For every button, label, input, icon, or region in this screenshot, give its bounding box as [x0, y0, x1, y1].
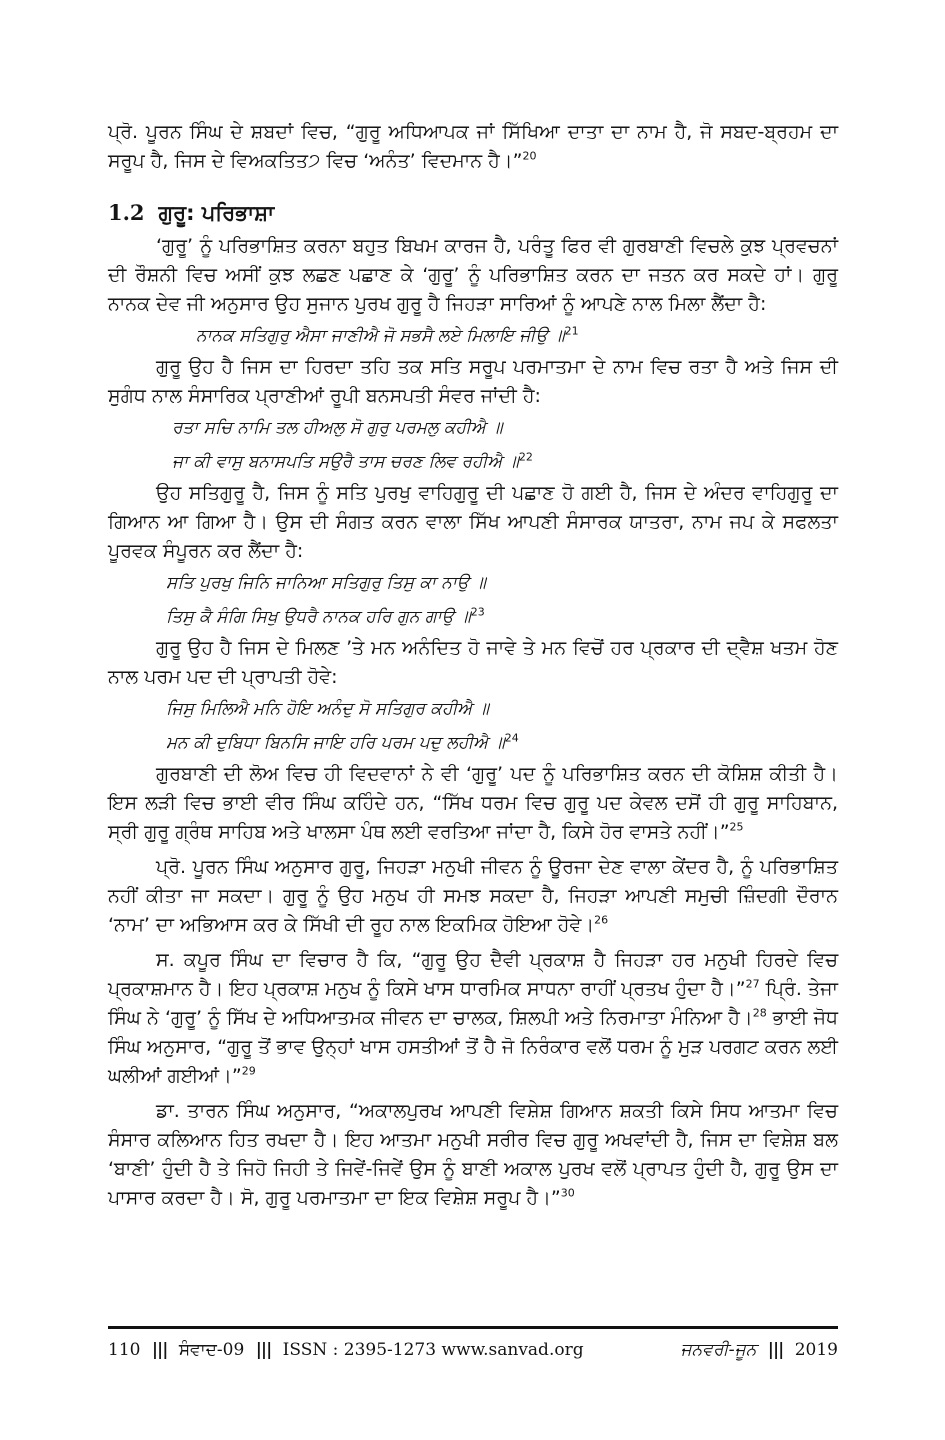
footnote-ref[interactable]: 28: [752, 1006, 767, 1020]
verse-4b: ਮਨ ਕੀ ਦੁਬਿਧਾ ਬਿਨਸਿ ਜਾਇ ਹਰਿ ਪਰਮ ਪਦੁ ਲਹੀਐ ॥$^{24}$: [166, 731, 519, 753]
footnote-ref[interactable]: 21: [564, 324, 579, 338]
page-number: 110: [108, 1340, 141, 1360]
footer-left: [108, 1340, 584, 1360]
paragraph-2: ਗੁਰੂ ਉਹ ਹੈ ਜਿਸ ਦਾ ਹਿਰਦਾ ਤਹਿ ਤਕ ਸਤਿ ਸਰੂਪ ਪਰਮਾਤਮਾ ਦੇ ਨਾਮ ਵਿਚ ਰਤਾ ਹੈ ਅਤੇ ਜਿਸ ਦੀ ਸੁਗੰਧ ਨਾਲ ਸੰਸਾਰਿਕ ਪ੍ਰਾਣੀਆਂ ਰੂਪੀ ਬਨਸਪਤੀ ਸੰਵਰ ਜਾਂਦੀ ਹੈ:: [108, 356, 838, 407]
section-title: ਗੁਰੂ: ਪਰਿਭਾਸ਼ਾ: [158, 201, 275, 225]
journal-name: ਸੰਵਾਦ-09: [178, 1340, 245, 1360]
verse-1: ਨਾਨਕ ਸਤਿਗੁਰੁ ਐਸਾ ਜਾਣੀਐ ਜੋ ਸਭਸੈ ਲਏ ਮਿਲਾਇ ਜੀਉ ॥$^{21}$: [196, 324, 579, 346]
paragraph-7: ਸ. ਕਪੂਰ ਸਿੰਘ ਦਾ ਵਿਚਾਰ ਹੈ ਕਿ, “ਗੁਰੂ ਉਹ ਦੈਵੀ ਪ੍ਰਕਾਸ਼ ਹੈ ਜਿਹੜਾ ਹਰ ਮਨੁਖੀ ਹਿਰਦੇ ਵਿਚ ਪ੍ਰਕਾਸ਼ਮਾਨ ਹੈ। ਇਹ ਪ੍ਰਕਾਸ਼ ਮਨੁਖ ਨੂੰ ਕਿਸੇ ਖਾਸ ਧਾਰਮਿਕ ਸਾਧਨਾ ਰਾਹੀਂ ਪ੍ਰਤਖ ਹੁੰਦਾ ਹੈ।”$^{27}$ ਪ੍ਰਿੰ. ਤੇਜਾ ਸਿੰਘ ਨੇ ‘ਗੁਰੂ’ ਨੂੰ ਸਿੱਖ ਦੇ ਅਧਿਆਤਮਕ ਜੀਵਨ ਦਾ ਚਾਲਕ, ਸ਼ਿਲਪੀ ਅਤੇ ਨਿਰਮਾਤਾ ਮੰਨਿਆ ਹੈ।$^{28}$ ਭਾਈ ਜੋਧ ਸਿੰਘ ਅਨੁਸਾਰ, “ਗੁਰੂ ਤੋਂ ਭਾਵ ਉਨ੍ਹਾਂ ਖਾਸ ਹਸਤੀਆਂ ਤੋਂ ਹੈ ਜੋ ਨਿਰੰਕਾਰ ਵਲੋਂ ਧਰਮ ਨੂੰ ਮੁੜ ਪਰਗਟ ਕਰਨ ਲਈ ਘਲੀਆਂ ਗਈਆਂ।”$^{29}$: [108, 949, 838, 1087]
footnote-ref[interactable]: 27: [745, 977, 760, 991]
separator-icon: |||: [151, 1340, 168, 1360]
issue-months: ਜਨਵਰੀ-ਜੂਨ: [680, 1340, 757, 1360]
separator-icon: |||: [255, 1340, 272, 1360]
verse-3a: ਸਤਿ ਪੁਰਖੁ ਜਿਨਿ ਜਾਨਿਆ ਸਤਿਗੁਰੁ ਤਿਸੁ ਕਾ ਨਾਉ ॥: [166, 573, 486, 593]
footnote-ref[interactable]: 26: [594, 913, 609, 927]
paragraph-8: ਡਾ. ਤਾਰਨ ਸਿੰਘ ਅਨੁਸਾਰ, “ਅਕਾਲਪੁਰਖ ਆਪਣੀ ਵਿਸ਼ੇਸ਼ ਗਿਆਨ ਸ਼ਕਤੀ ਕਿਸੇ ਸਿਧ ਆਤਮਾ ਵਿਚ ਸੰਸਾਰ ਕਲਿਆਨ ਹਿਤ ਰਖਦਾ ਹੈ। ਇਹ ਆਤਮਾ ਮਨੁਖੀ ਸਰੀਰ ਵਿਚ ਗੁਰੂ ਅਖਵਾਂਦੀ ਹੈ, ਜਿਸ ਦਾ ਵਿਸ਼ੇਸ਼ ਬਲ ‘ਬਾਣੀ’ ਹੁੰਦੀ ਹੈ ਤੇ ਜਿਹੋ ਜਿਹੀ ਤੇ ਜਿਵੇਂ-ਜਿਵੇਂ ਉਸ ਨੂੰ ਬਾਣੀ ਅਕਾਲ ਪੁਰਖ ਵਲੋਂ ਪ੍ਰਾਪਤ ਹੁੰਦੀ ਹੈ, ਗੁਰੂ ਉਸ ਦਾ ਪਾਸਾਰ ਕਰਦਾ ਹੈ। ਸੋ, ਗੁਰੂ ਪਰਮਾਤਮਾ ਦਾ ਇਕ ਵਿਸ਼ੇਸ਼ ਸਰੂਪ ਹੈ।”$^{30}$: [108, 1100, 838, 1209]
paragraph-1: ‘ਗੁਰੂ’ ਨੂੰ ਪਰਿਭਾਸ਼ਿਤ ਕਰਨਾ ਬਹੁਤ ਬਿਖਮ ਕਾਰਜ ਹੈ, ਪਰੰਤੂ ਫਿਰ ਵੀ ਗੁਰਬਾਣੀ ਵਿਚਲੇ ਕੁਝ ਪ੍ਰਵਚਨਾਂ ਦੀ ਰੌਸ਼ਨੀ ਵਿਚ ਅਸੀਂ ਕੁਝ ਲਛਣ ਪਛਾਣ ਕੇ ‘ਗੁਰੂ’ ਨੂੰ ਪਰਿਭਾਸ਼ਿਤ ਕਰਨ ਦਾ ਜਤਨ ਕਰ ਸਕਦੇ ਹਾਂ। ਗੁਰੂ ਨਾਨਕ ਦੇਵ ਜੀ ਅਨੁਸਾਰ ਉਹ ਸੁਜਾਨ ਪੁਰਖ ਗੁਰੂ ਹੈ ਜਿਹੜਾ ਸਾਰਿਆਂ ਨੂੰ ਆਪਣੇ ਨਾਲ ਮਿਲਾ ਲੈਂਦਾ ਹੈ:: [108, 235, 838, 315]
verse-4a: ਜਿਸੁ ਮਿਲਿਐ ਮਨਿ ਹੋਇ ਅਨੰਦੁ ਸੋ ਸਤਿਗੁਰ ਕਹੀਐ ॥: [166, 699, 489, 719]
verse-2b: ਜਾ ਕੀ ਵਾਸੁ ਬਨਾਸਪਤਿ ਸਉਰੈ ਤਾਸ ਚਰਣ ਲਿਵ ਰਹੀਐ ॥$^{22}$: [172, 450, 533, 472]
footnote-ref[interactable]: 20: [522, 149, 537, 163]
page-footer: [108, 1336, 838, 1366]
document-page: [108, 0, 838, 1440]
paragraph-4: ਗੁਰੂ ਉਹ ਹੈ ਜਿਸ ਦੇ ਮਿਲਣ ’ਤੇ ਮਨ ਅਨੰਦਿਤ ਹੋ ਜਾਵੇ ਤੇ ਮਨ ਵਿਚੋਂ ਹਰ ਪ੍ਰਕਾਰ ਦੀ ਦ੍ਵੈਸ਼ ਖਤਮ ਹੋਣ ਨਾਲ ਪਰਮ ਪਦ ਦੀ ਪ੍ਰਾਪਤੀ ਹੋਵੇ:: [108, 637, 838, 688]
section-body: [108, 232, 838, 1213]
footer-divider: [108, 1326, 838, 1329]
paragraph-6: ਪ੍ਰੋ. ਪੂਰਨ ਸਿੰਘ ਅਨੁਸਾਰ ਗੁਰੂ, ਜਿਹੜਾ ਮਨੁਖੀ ਜੀਵਨ ਨੂੰ ਊਰਜਾ ਦੇਣ ਵਾਲਾ ਕੇਂਦਰ ਹੈ, ਨੂੰ ਪਰਿਭਾਸ਼ਿਤ ਨਹੀਂ ਕੀਤਾ ਜਾ ਸਕਦਾ। ਗੁਰੂ ਨੂੰ ਉਹ ਮਨੁਖ ਹੀ ਸਮਝ ਸਕਦਾ ਹੈ, ਜਿਹੜਾ ਆਪਣੀ ਸਮੁਚੀ ਜ਼ਿੰਦਗੀ ਦੌਰਾਨ ‘ਨਾਮ’ ਦਾ ਅਭਿਆਸ ਕਰ ਕੇ ਸਿੱਖੀ ਦੀ ਰੂਹ ਨਾਲ ਇਕਮਿਕ ਹੋਇਆ ਹੋਵੇ।$^{26}$: [108, 856, 838, 936]
footnote-ref[interactable]: 24: [504, 731, 519, 745]
footnote-ref[interactable]: 29: [241, 1064, 256, 1078]
issue-year: 2019: [794, 1340, 838, 1360]
footnote-ref[interactable]: 23: [470, 605, 485, 619]
separator-icon: |||: [767, 1340, 784, 1360]
footnote-ref[interactable]: 22: [518, 450, 533, 464]
verse-2a: ਰਤਾ ਸਚਿ ਨਾਮਿ ਤਲ ਹੀਅਲੁ ਸੋ ਗੁਰੁ ਪਰਮਲੁ ਕਹੀਐ ॥: [172, 418, 503, 438]
paragraph-5: ਗੁਰਬਾਣੀ ਦੀ ਲੋਅ ਵਿਚ ਹੀ ਵਿਦਵਾਨਾਂ ਨੇ ਵੀ ‘ਗੁਰੂ’ ਪਦ ਨੂੰ ਪਰਿਭਾਸ਼ਿਤ ਕਰਨ ਦੀ ਕੋਸ਼ਿਸ਼ ਕੀਤੀ ਹੈ। ਇਸ ਲੜੀ ਵਿਚ ਭਾਈ ਵੀਰ ਸਿੰਘ ਕਹਿੰਦੇ ਹਨ, “ਸਿੱਖ ਧਰਮ ਵਿਚ ਗੁਰੂ ਪਦ ਕੇਵਲ ਦਸੋਂ ਹੀ ਗੁਰੂ ਸਾਹਿਬਾਨ, ਸ੍ਰੀ ਗੁਰੂ ਗ੍ਰੰਥ ਸਾਹਿਬ ਅਤੇ ਖਾਲਸਾ ਪੰਥ ਲਈ ਵਰਤਿਆ ਜਾਂਦਾ ਹੈ, ਕਿਸੇ ਹੋਰ ਵਾਸਤੇ ਨਹੀਂ।”$^{25}$: [108, 763, 838, 843]
paragraph-3: ਉਹ ਸਤਿਗੁਰੂ ਹੈ, ਜਿਸ ਨੂੰ ਸਤਿ ਪੁਰਖੁ ਵਾਹਿਗੁਰੂ ਦੀ ਪਛਾਣ ਹੋ ਗਈ ਹੈ, ਜਿਸ ਦੇ ਅੰਦਰ ਵਾਹਿਗੁਰੂ ਦਾ ਗਿਆਨ ਆ ਗਿਆ ਹੈ। ਉਸ ਦੀ ਸੰਗਤ ਕਰਨ ਵਾਲਾ ਸਿੱਖ ਆਪਣੀ ਸੰਸਾਰਕ ਯਾਤਰਾ, ਨਾਮ ਜਪ ਕੇ ਸਫਲਤਾ ਪੂਰਵਕ ਸੰਪੂਰਨ ਕਰ ਲੈਂਦਾ ਹੈ:: [108, 482, 838, 562]
footer-right: [680, 1340, 838, 1360]
footnote-ref[interactable]: 30: [560, 1186, 575, 1200]
intro-paragraph: ਪ੍ਰੋ. ਪੂਰਨ ਸਿੰਘ ਦੇ ਸ਼ਬਦਾਂ ਵਿਚ, “ਗੁਰੂ ਅਧਿਆਪਕ ਜਾਂ ਸਿੱਖਿਆ ਦਾਤਾ ਦਾ ਨਾਮ ਹੈ, ਜੋ ਸਬਦ-ਬ੍ਰਹਮ ਦਾ ਸਰੂਪ ਹੈ, ਜਿਸ ਦੇ ਵਿਅਕਤਿਤ੭ ਵਿਚ ‘ਅਨੰਤ’ ਵਿਦਮਾਨ ਹੈ।”$^{20}$: [108, 121, 838, 172]
issn: ISSN : 2395-1273: [282, 1340, 437, 1360]
section-heading: [108, 200, 274, 226]
verse-3b: ਤਿਸੁ ਕੈ ਸੰਗਿ ਸਿਖੁ ਉਧਰੈ ਨਾਨਕ ਹਰਿ ਗੁਨ ਗਾਉ ॥$^{23}$: [166, 605, 485, 627]
website-link[interactable]: www.sanvad.org: [441, 1340, 584, 1360]
section-number: 1.2: [108, 200, 145, 225]
footnote-ref[interactable]: 25: [729, 820, 744, 834]
